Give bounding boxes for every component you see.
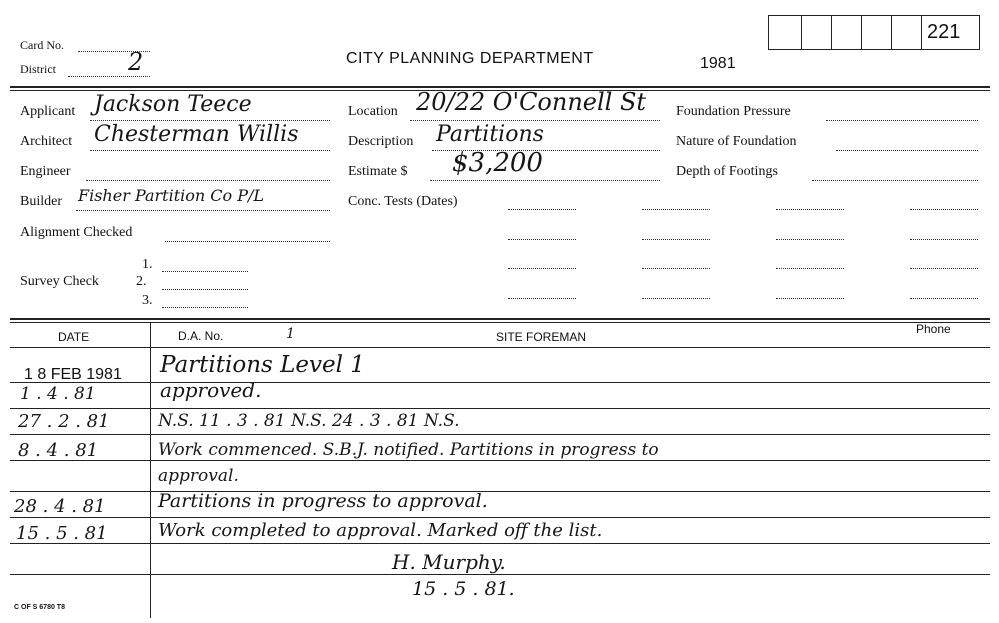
stamp-date: 1 8 FEB 1981 — [24, 366, 122, 383]
foundation-pressure-label: Foundation Pressure — [676, 104, 791, 119]
survey-label: Survey Check — [20, 274, 99, 289]
year: 1981 — [700, 55, 736, 72]
location-label: Location — [348, 104, 398, 119]
description-value: Partitions — [436, 122, 544, 147]
district-label: District — [20, 62, 56, 76]
nature-foundation-label: Nature of Foundation — [676, 134, 797, 149]
estimate-label: Estimate $ — [348, 164, 408, 179]
architect-label: Architect — [20, 134, 73, 149]
architect-value: Chesterman Willis — [94, 122, 299, 147]
builder-value: Fisher Partition Co P/L — [78, 186, 265, 205]
log-entry: Work completed to approval. Marked off the list. — [158, 520, 603, 541]
location-value: 20/22 O'Connell St — [416, 88, 647, 116]
builder-label: Builder — [20, 194, 62, 209]
signature: H. Murphy. — [392, 550, 506, 574]
log-entry: Work commenced. S.B.J. notified. Partitions in progress to — [158, 440, 659, 460]
log-entry: approved. — [160, 378, 262, 402]
da-value: 1 — [286, 326, 295, 342]
engineer-label: Engineer — [20, 164, 71, 179]
log-date: 27 . 2 . 81 — [18, 411, 110, 432]
card-no-label: Card No. — [20, 38, 64, 52]
signature-date: 15 . 5 . 81. — [412, 578, 515, 600]
applicant-value: Jackson Teece — [94, 92, 252, 117]
alignment-label: Alignment Checked — [20, 225, 133, 240]
description-label: Description — [348, 134, 414, 149]
conc-tests-label: Conc. Tests (Dates) — [348, 194, 458, 209]
depth-footings-label: Depth of Footings — [676, 164, 778, 179]
date-header: DATE — [58, 330, 90, 344]
district-value: 2 — [128, 48, 144, 76]
applicant-label: Applicant — [20, 104, 76, 119]
foreman-header: SITE FOREMAN — [496, 330, 587, 344]
form-code: C OF S 6780 T8 — [14, 604, 65, 611]
district-line — [68, 76, 150, 77]
survey-3: 3. — [142, 293, 153, 308]
log-entry: Partitions Level 1 — [160, 352, 365, 378]
log-entry: Partitions in progress to approval. — [158, 490, 488, 512]
survey-2: 2. — [136, 274, 147, 289]
card-number: 221 — [927, 21, 961, 43]
estimate-value: $3,200 — [452, 148, 543, 178]
da-header: D.A. No. — [178, 329, 224, 343]
card-number-box — [768, 15, 980, 50]
phone-header: Phone — [916, 322, 951, 336]
survey-1: 1. — [142, 257, 153, 272]
log-entry: N.S. 11 . 3 . 81 N.S. 24 . 3 . 81 N.S. — [158, 411, 460, 431]
log-entry: approval. — [158, 466, 239, 486]
log-date: 8 . 4 . 81 — [18, 440, 99, 461]
log-date: 1 . 4 . 81 — [20, 384, 96, 404]
department-title: CITY PLANNING DEPARTMENT — [346, 50, 594, 67]
log-date: 28 . 4 . 81 — [14, 496, 106, 517]
table-top-rule — [10, 318, 990, 320]
log-date: 15 . 5 . 81 — [16, 523, 108, 544]
